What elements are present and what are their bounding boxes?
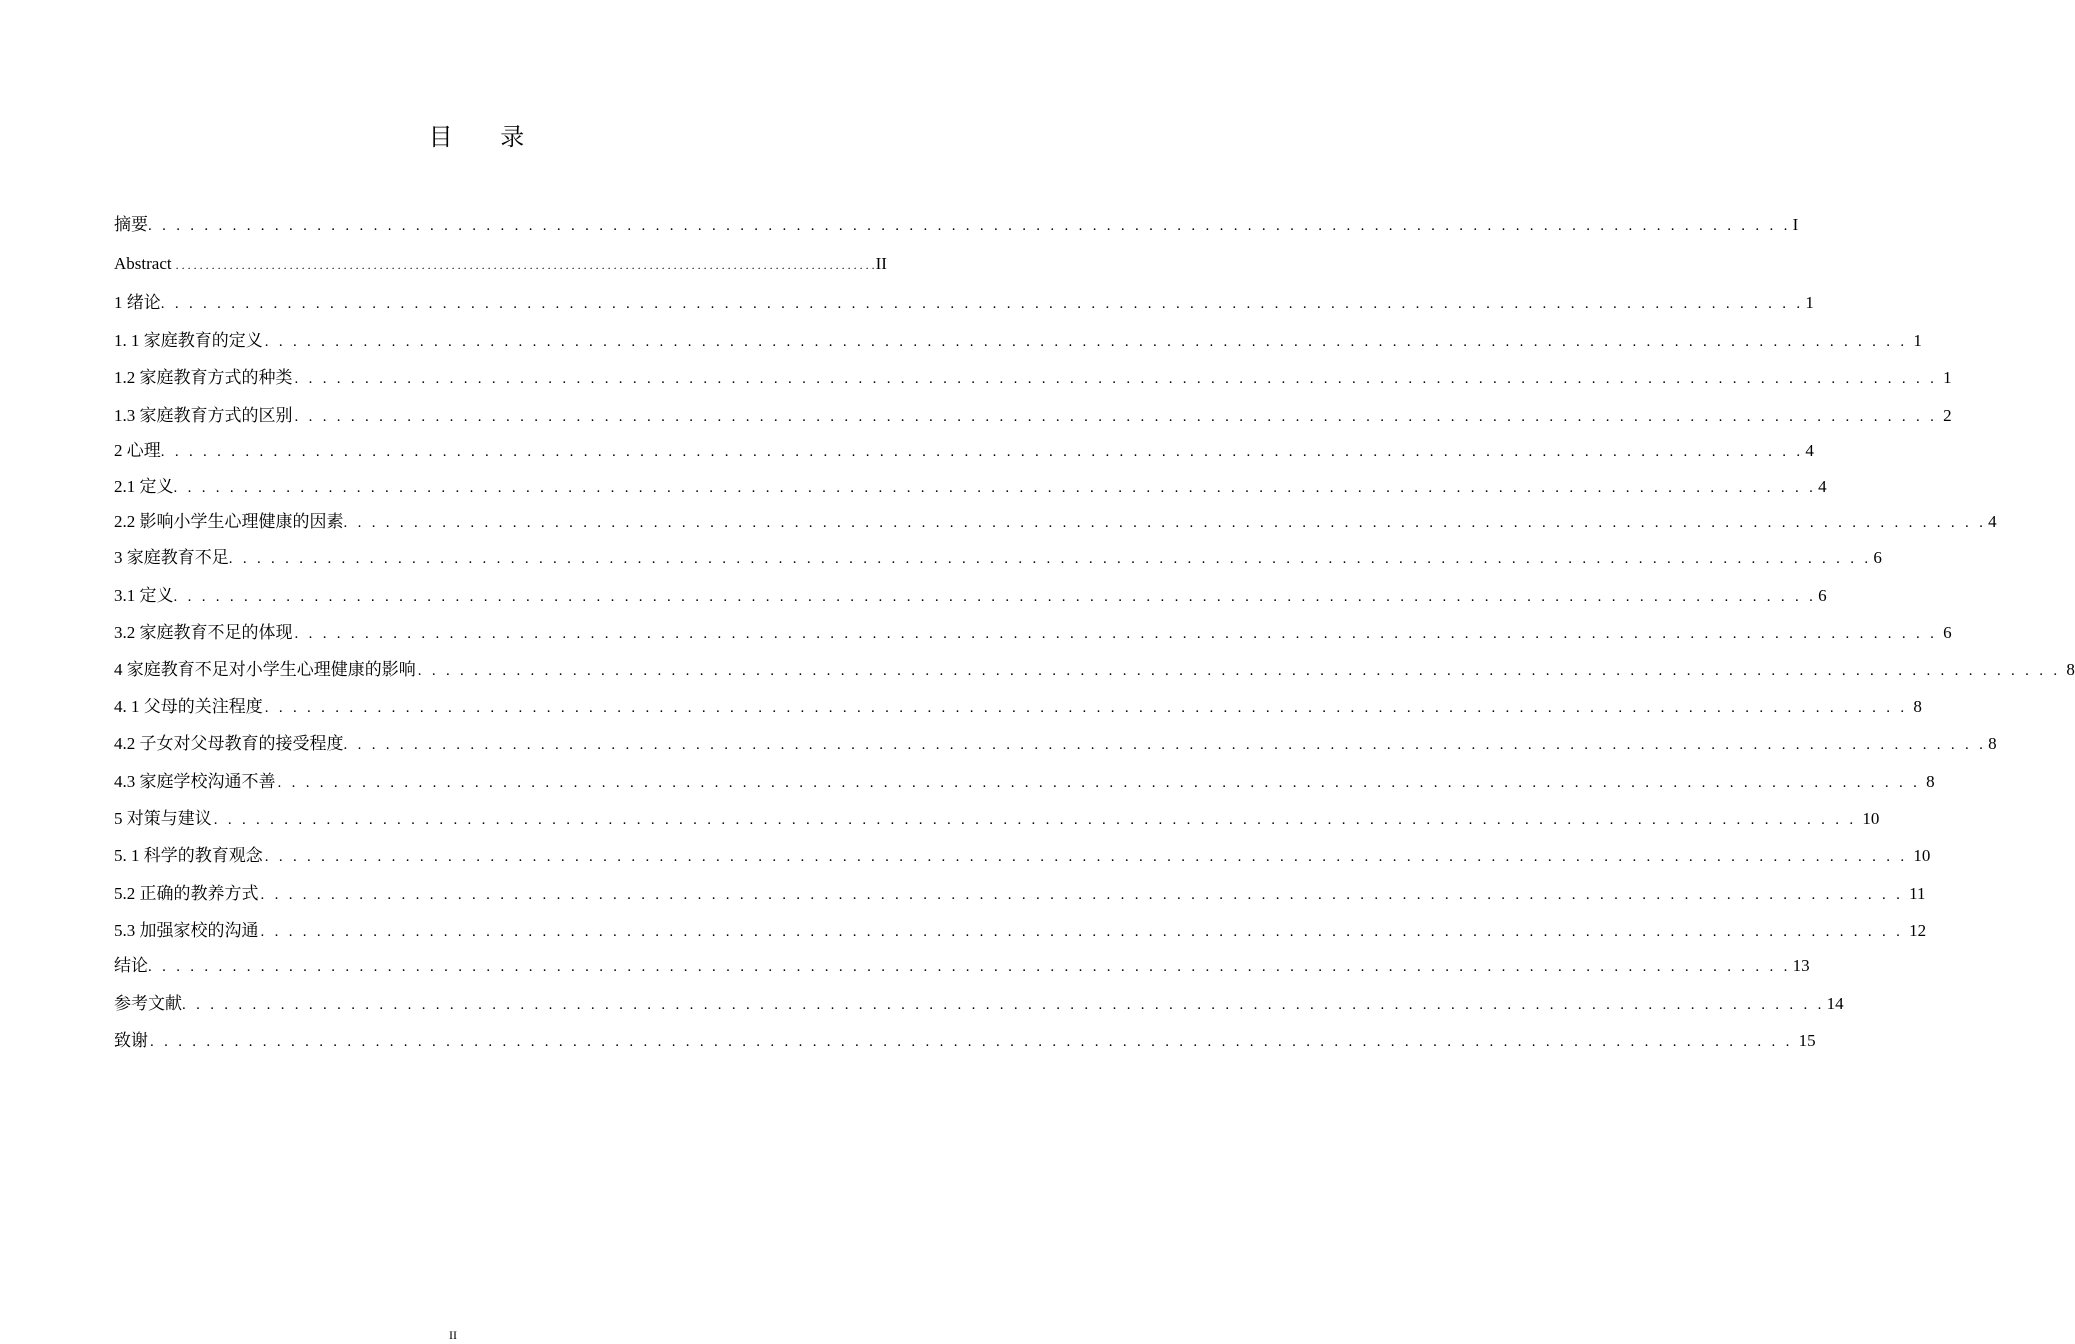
toc-dot-leader: . . . . . . . . . . . . . . . . . . . . . . . . . . . . . . . . . . . . . . . . . . . . . . . . . . . . . . . . . . . . . . . . . . . . . . . . . . . . . . . . . . . . . . . . . . . . . . . . . . . . . . . . . . . . . . . . . . . . .	[150, 1034, 1793, 1050]
toc-entry-label: 参考文献	[114, 994, 182, 1013]
toc-entry[interactable]	[114, 694, 1922, 720]
toc-entry-page: 6	[1943, 623, 1952, 642]
toc-entry-page: 8	[1988, 734, 1997, 753]
toc-dot-leader: . . . . . . . . . . . . . . . . . . . . . . . . . . . . . . . . . . . . . . . . . . . . . . . . . . . . . . . . . . . . . . . . . . . . . . . . . . . . . . . . . . . . . . . . . . . . . . . . . . . . . . . . . . . . . . . . . . . . .	[160, 296, 1804, 312]
toc-entry-page: 11	[1909, 884, 1926, 903]
toc-entry[interactable]	[114, 545, 1882, 571]
toc-entry-label: 3.2 家庭教育不足的体现	[114, 623, 293, 642]
toc-entry-page: 1	[1913, 331, 1922, 350]
toc-entry-page: 8	[2066, 660, 2075, 679]
toc-entry[interactable]	[114, 769, 1935, 795]
toc-entry-page: 8	[1926, 772, 1935, 791]
toc-entry-page: 4	[1805, 441, 1814, 460]
toc-dot-leader: . . . . . . . . . . . . . . . . . . . . . . . . . . . . . . . . . . . . . . . . . . . . . . . . . . . . . . . . . . . . . . . . . . . . . . . . . . . . . . . . . . . . . . . . . . . . . . . . . . . . . . . . . . . . . . . . . . . . .	[264, 334, 1908, 350]
toc-dot-leader: . . . . . . . . . . . . . . . . . . . . . . . . . . . . . . . . . . . . . . . . . . . . . . . . . . . . . . . . . . . . . . . . . . . . . . . . . . . . . . . . . . . . . . . . . . . . . . . . . . . . . . . . . . . . . . . . . . . . .	[343, 737, 1987, 753]
toc-dot-leader: . . . . . . . . . . . . . . . . . . . . . . . . . . . . . . . . . . . . . . . . . . . . . . . . . . . . . . . . . . . . . . . . . . . . . . . . . . . . . . . . . . . . . . . . . . . . . . . . . . . . . . . . . . . . . . . . . . . . .	[148, 218, 1791, 234]
toc-dot-leader: . . . . . . . . . . . . . . . . . . . . . . . . . . . . . . . . . . . . . . . . . . . . . . . . . . . . . . . . . . . . . . . . . . . . . . . . . . . . . . . . . . . . . . . . . . . . . . . . . . . . . . . . . . . . . . . . . . . . .	[260, 887, 1904, 903]
page-title: 目 录	[428, 123, 545, 151]
toc-entry[interactable]	[114, 583, 1827, 609]
toc-entry[interactable]	[114, 1028, 1816, 1054]
toc-entry-label: 5. 1 科学的教育观念	[114, 846, 263, 865]
toc-entry-page: 10	[1862, 809, 1880, 828]
toc-entry[interactable]	[114, 212, 1799, 238]
toc-entry-page: 14	[1826, 994, 1844, 1013]
toc-entry-label: 1. 1 家庭教育的定义	[114, 331, 263, 350]
toc-entry[interactable]	[114, 991, 1844, 1017]
toc-entry-label: Abstract	[114, 254, 172, 273]
toc-entry[interactable]	[114, 474, 1827, 500]
toc-entry-label: 致谢	[114, 1031, 148, 1050]
toc-entry-page: 1	[1805, 293, 1814, 312]
toc-entry-page: 8	[1913, 697, 1922, 716]
toc-dot-leader: . . . . . . . . . . . . . . . . . . . . . . . . . . . . . . . . . . . . . . . . . . . . . . . . . . . . . . . . . . . . . . . . . . . . . . . . . . . . . . . . . . . . . . . . . . . . . . . . . . . . . . . . . . . . . . . . . . . . .	[175, 258, 875, 272]
toc-dot-leader: . . . . . . . . . . . . . . . . . . . . . . . . . . . . . . . . . . . . . . . . . . . . . . . . . . . . . . . . . . . . . . . . . . . . . . . . . . . . . . . . . . . . . . . . . . . . . . . . . . . . . . . . . . . . . . . . . . . . .	[417, 663, 2061, 679]
toc-dot-leader: . . . . . . . . . . . . . . . . . . . . . . . . . . . . . . . . . . . . . . . . . . . . . . . . . . . . . . . . . . . . . . . . . . . . . . . . . . . . . . . . . . . . . . . . . . . . . . . . . . . . . . . . . . . . . . . . . . . . .	[277, 775, 1921, 791]
toc-dot-leader: . . . . . . . . . . . . . . . . . . . . . . . . . . . . . . . . . . . . . . . . . . . . . . . . . . . . . . . . . . . . . . . . . . . . . . . . . . . . . . . . . . . . . . . . . . . . . . . . . . . . . . . . . . . . . . . . . . . . .	[294, 371, 1938, 387]
toc-entry[interactable]	[114, 806, 1880, 832]
toc-dot-leader: . . . . . . . . . . . . . . . . . . . . . . . . . . . . . . . . . . . . . . . . . . . . . . . . . . . . . . . . . . . . . . . . . . . . . . . . . . . . . . . . . . . . . . . . . . . . . . . . . . . . . . . . . . . . . . . . . . . . .	[264, 700, 1908, 716]
toc-entry[interactable]	[114, 731, 1997, 757]
toc-entry-label: 4 家庭教育不足对小学生心理健康的影响	[114, 660, 416, 679]
toc-entry-page: 15	[1798, 1031, 1816, 1050]
toc-entry[interactable]	[114, 918, 1927, 944]
toc-entry[interactable]	[114, 843, 1931, 869]
toc-dot-leader: . . . . . . . . . . . . . . . . . . . . . . . . . . . . . . . . . . . . . . . . . . . . . . . . . . . . . . . . . . . . . . . . . . . . . . . . . . . . . . . . . . . . . . . . . . . . . . . . . . . . . . . . . . . . . . . . . . . . .	[148, 959, 1791, 975]
toc-dot-leader: . . . . . . . . . . . . . . . . . . . . . . . . . . . . . . . . . . . . . . . . . . . . . . . . . . . . . . . . . . . . . . . . . . . . . . . . . . . . . . . . . . . . . . . . . . . . . . . . . . . . . . . . . . . . . . . . . . . . .	[260, 924, 1904, 940]
toc-entry-page: 6	[1873, 548, 1882, 567]
toc-entry-label: 3.1 定义	[114, 586, 174, 605]
toc-entry-label: 结论	[114, 956, 148, 975]
toc-entry[interactable]	[114, 438, 1814, 464]
page-number-footer: II	[449, 1328, 457, 1342]
toc-entry-page: 12	[1909, 921, 1927, 940]
toc-entry[interactable]	[114, 509, 1997, 535]
toc-entry-label: 2.2 影响小学生心理健康的因素	[114, 512, 344, 531]
toc-dot-leader: . . . . . . . . . . . . . . . . . . . . . . . . . . . . . . . . . . . . . . . . . . . . . . . . . . . . . . . . . . . . . . . . . . . . . . . . . . . . . . . . . . . . . . . . . . . . . . . . . . . . . . . . . . . . . . . . . . . . .	[343, 515, 1987, 531]
toc-dot-leader: . . . . . . . . . . . . . . . . . . . . . . . . . . . . . . . . . . . . . . . . . . . . . . . . . . . . . . . . . . . . . . . . . . . . . . . . . . . . . . . . . . . . . . . . . . . . . . . . . . . . . . . . . . . . . . . . . . . . .	[228, 551, 1872, 567]
toc-entry[interactable]	[114, 290, 1814, 316]
toc-entry-page: 10	[1913, 846, 1931, 865]
toc-entry[interactable]	[114, 365, 1952, 391]
toc-entry-label: 4. 1 父母的关注程度	[114, 697, 263, 716]
toc-entry-page: 4	[1818, 477, 1827, 496]
toc-entry[interactable]	[114, 251, 887, 277]
toc-entry-label: 2 心理	[114, 441, 161, 460]
toc-entry-page: II	[875, 254, 887, 273]
toc-dot-leader: . . . . . . . . . . . . . . . . . . . . . . . . . . . . . . . . . . . . . . . . . . . . . . . . . . . . . . . . . . . . . . . . . . . . . . . . . . . . . . . . . . . . . . . . . . . . . . . . . . . . . . . . . . . . . . . . . . . . .	[264, 849, 1908, 865]
toc-entry-label: 摘要	[114, 215, 148, 234]
toc-entry-label: 2.1 定义	[114, 477, 174, 496]
toc-entry-label: 4.3 家庭学校沟通不善	[114, 772, 276, 791]
toc-entry-label: 4.2 子女对父母教育的接受程度	[114, 734, 344, 753]
toc-entry-label: 3 家庭教育不足	[114, 548, 229, 567]
toc-dot-leader: . . . . . . . . . . . . . . . . . . . . . . . . . . . . . . . . . . . . . . . . . . . . . . . . . . . . . . . . . . . . . . . . . . . . . . . . . . . . . . . . . . . . . . . . . . . . . . . . . . . . . . . . . . . . . . . . . . . . .	[294, 409, 1938, 425]
toc-dot-leader: . . . . . . . . . . . . . . . . . . . . . . . . . . . . . . . . . . . . . . . . . . . . . . . . . . . . . . . . . . . . . . . . . . . . . . . . . . . . . . . . . . . . . . . . . . . . . . . . . . . . . . . . . . . . . . . . . . . . .	[173, 589, 1817, 605]
toc-entry[interactable]	[114, 328, 1922, 354]
toc-entry-page: 2	[1943, 406, 1952, 425]
toc-entry-page: 4	[1988, 512, 1997, 531]
toc-entry-label: 5.3 加强家校的沟通	[114, 921, 259, 940]
toc-entry[interactable]	[114, 620, 1952, 646]
toc-dot-leader: . . . . . . . . . . . . . . . . . . . . . . . . . . . . . . . . . . . . . . . . . . . . . . . . . . . . . . . . . . . . . . . . . . . . . . . . . . . . . . . . . . . . . . . . . . . . . . . . . . . . . . . . . . . . . . . . . . . . .	[182, 997, 1825, 1013]
toc-entry-label: 1.2 家庭教育方式的种类	[114, 368, 293, 387]
toc-entry-label: 1 绪论	[114, 293, 161, 312]
toc-entry-page: 1	[1943, 368, 1952, 387]
toc-entry[interactable]	[114, 953, 1810, 979]
toc-entry-page: 13	[1792, 956, 1810, 975]
toc-entry-label: 1.3 家庭教育方式的区别	[114, 406, 293, 425]
toc-dot-leader: . . . . . . . . . . . . . . . . . . . . . . . . . . . . . . . . . . . . . . . . . . . . . . . . . . . . . . . . . . . . . . . . . . . . . . . . . . . . . . . . . . . . . . . . . . . . . . . . . . . . . . . . . . . . . . . . . . . . .	[160, 444, 1804, 460]
toc-entry[interactable]	[114, 657, 2075, 683]
toc-dot-leader: . . . . . . . . . . . . . . . . . . . . . . . . . . . . . . . . . . . . . . . . . . . . . . . . . . . . . . . . . . . . . . . . . . . . . . . . . . . . . . . . . . . . . . . . . . . . . . . . . . . . . . . . . . . . . . . . . . . . .	[173, 480, 1817, 496]
toc-dot-leader: . . . . . . . . . . . . . . . . . . . . . . . . . . . . . . . . . . . . . . . . . . . . . . . . . . . . . . . . . . . . . . . . . . . . . . . . . . . . . . . . . . . . . . . . . . . . . . . . . . . . . . . . . . . . . . . . . . . . .	[294, 626, 1938, 642]
toc-dot-leader: . . . . . . . . . . . . . . . . . . . . . . . . . . . . . . . . . . . . . . . . . . . . . . . . . . . . . . . . . . . . . . . . . . . . . . . . . . . . . . . . . . . . . . . . . . . . . . . . . . . . . . . . . . . . . . . . . . . . .	[213, 812, 1857, 828]
toc-entry-label: 5.2 正确的教养方式	[114, 884, 259, 903]
toc-entry-label: 5 对策与建议	[114, 809, 212, 828]
toc-entry-page: 6	[1818, 586, 1827, 605]
toc-entry-page: I	[1792, 215, 1799, 234]
toc-entry[interactable]	[114, 403, 1952, 429]
toc-entry[interactable]	[114, 881, 1926, 907]
